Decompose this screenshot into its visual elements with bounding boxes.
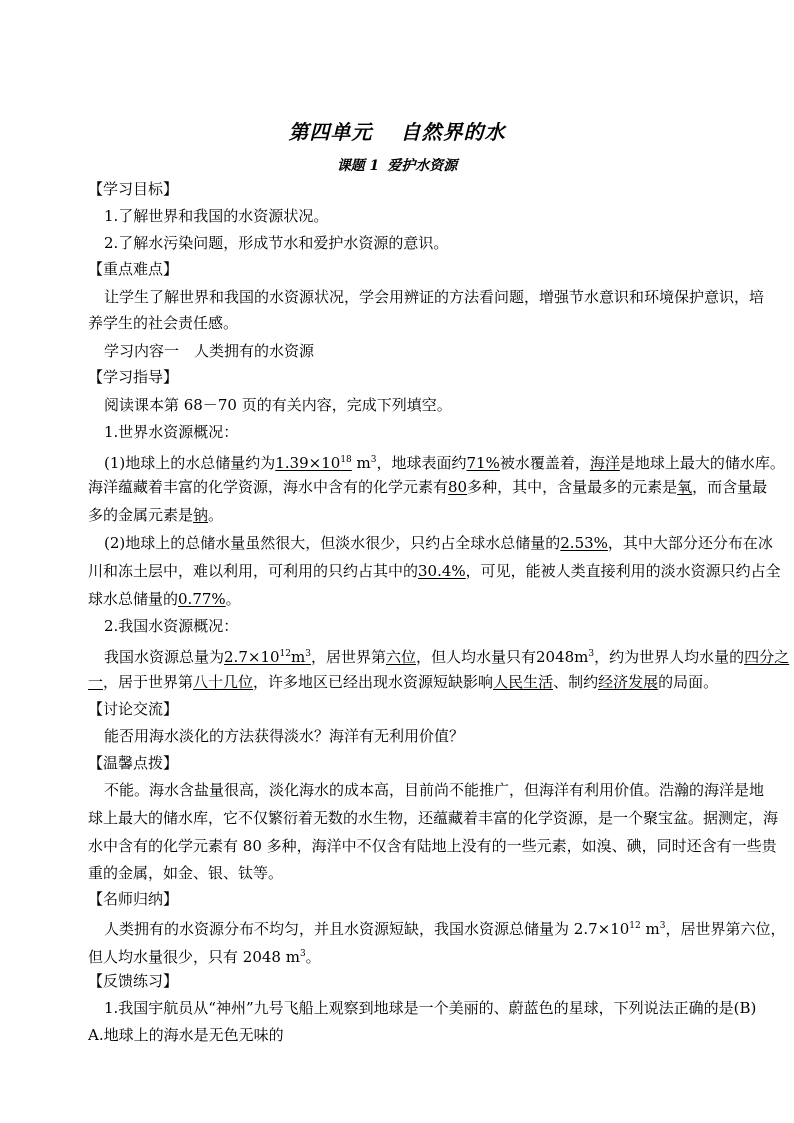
freshwater-line-2: 川和冻土层中，难以利用，可利用的只约占其中的30.4%，可见，能被人类直接利用的淡水资源只约占全 (88, 562, 781, 580)
key-points-line-1: 让学生了解世界和我国的水资源状况，学会用辨证的方法看问题，增强节水意识和环境保护意识，培 (104, 288, 765, 306)
answer-direct-pct: 0.77% (178, 590, 226, 608)
hint-header: 【温馨点拨】 (88, 754, 179, 772)
summary-header: 【名师归纳】 (88, 890, 179, 908)
guide-header: 【学习指导】 (88, 368, 179, 386)
feedback-header: 【反馈练习】 (88, 972, 179, 990)
page-title (0, 116, 794, 145)
answer-fraction-part-2: 一 (88, 673, 104, 691)
goal-2: 2.了解水污染问题，形成节水和爱护水资源的意识。 (104, 234, 449, 252)
content-1-title: 学习内容一 人类拥有的水资源 (104, 342, 315, 360)
answer-element-count: 80 (448, 478, 468, 496)
lesson-subtitle (0, 155, 794, 175)
world-paragraph-line-1: (1)地球上的水总储量约为$1.39\times 10^{18}$ $m^3$，地球表面约71%被水覆盖着，海洋是地球上最大的储水库。 (104, 454, 785, 472)
summary-line-2: 但人均水量很少，只有 2048 $m^3$。 (88, 948, 321, 966)
lesson-name: 爱护水资源 (387, 158, 458, 174)
goal-1: 1.了解世界和我国的水资源状况。 (104, 207, 329, 225)
china-resources-header: 2.我国水资源概况： (104, 617, 239, 635)
lesson-number: 课题 1 (336, 158, 380, 174)
feedback-option-a: A.地球上的海水是无色无味的 (88, 1026, 284, 1044)
answer-people-life: 人民生活 (493, 673, 554, 691)
world-resources-header: 1.世界水资源概况： (104, 423, 239, 441)
freshwater-line-1: (2)地球上的总储水量虽然很大，但淡水很少，只约占全球水总储量的2.53%，其中大部分还分布在冰 (104, 534, 773, 552)
hint-line-3: 水中含有的化学元素有 80 多种，海洋中不仅含有陆地上没有的一些元素，如溴、碘，同时还含有一些贵 (88, 837, 777, 855)
answer-freshwater-pct: 2.53% (560, 534, 608, 552)
freshwater-line-3: 球水总储量的0.77%。 (88, 590, 241, 608)
answer-economy: 经济发展 (598, 673, 659, 691)
discuss-header: 【讨论交流】 (88, 700, 179, 718)
unit-name: 自然界的水 (400, 120, 506, 144)
key-points-line-2: 养学生的社会责任感。 (88, 314, 239, 332)
goals-header: 【学习目标】 (88, 180, 179, 198)
world-paragraph-line-2: 海洋蕴藏着丰富的化学资源，海水中含有的化学元素有80多种，其中，含量最多的元素是氧，而含量最 (88, 478, 768, 496)
unit-label: 第四单元 (288, 120, 373, 144)
answer-ocean: 海洋 (589, 454, 620, 472)
answer-metal: 钠 (193, 506, 209, 524)
answer-total-water: $1.39\times 10^{18}$ (275, 454, 352, 472)
answer-per-capita-rank: 八十几位 (193, 673, 254, 691)
china-line-2: 一，居于世界第八十几位，许多地区已经出现水资源短缺影响人民生活、制约经济发展的局面。 (88, 673, 719, 691)
answer-fraction-part-1: 四分之 (744, 648, 790, 666)
key-points-header: 【重点难点】 (88, 260, 179, 278)
hint-line-2: 球上最大的储水库，它不仅繁衍着无数的水生物，还蕴藏着丰富的化学资源，是一个聚宝盆。据测定，海 (88, 809, 779, 827)
world-paragraph-line-3: 多的金属元素是钠。 (88, 506, 224, 524)
feedback-question-1: 1.我国宇航员从“神州”九号飞船上观察到地球是一个美丽的、蔚蓝色的星球，下列说法正确的是(B) (104, 999, 757, 1017)
answer-usable-pct: 30.4% (418, 562, 466, 580)
answer-china-total: $2.7\times 10^{12}m^3$ (224, 648, 311, 666)
hint-line-1: 不能。海水含盐量很高，淡化海水的成本高，目前尚不能推广，但海洋有利用价值。浩瀚的海洋是地 (104, 781, 765, 799)
china-line-1: 我国水资源总量为$2.7\times 10^{12}m^3$，居世界第六位，但人均水量只有$2048m^3$，约为世界人均水量的四分之 (104, 648, 790, 666)
answer-most-element: 氧 (677, 478, 693, 496)
hint-line-4: 重的金属，如金、银、钛等。 (88, 864, 284, 882)
discuss-text: 能否用海水淡化的方法获得淡水？海洋有无利用价值？ (104, 727, 465, 745)
answer-coverage: 71% (466, 454, 500, 472)
guide-text: 阅读课本第 68－70 页的有关内容，完成下列填空。 (104, 396, 452, 414)
answer-china-rank: 六位 (385, 648, 416, 666)
summary-line-1: 人类拥有的水资源分布不均匀，并且水资源短缺，我国水资源总储量为 $2.7\times 10^{12}$ $m^3$，居世界第六位， (104, 920, 786, 938)
